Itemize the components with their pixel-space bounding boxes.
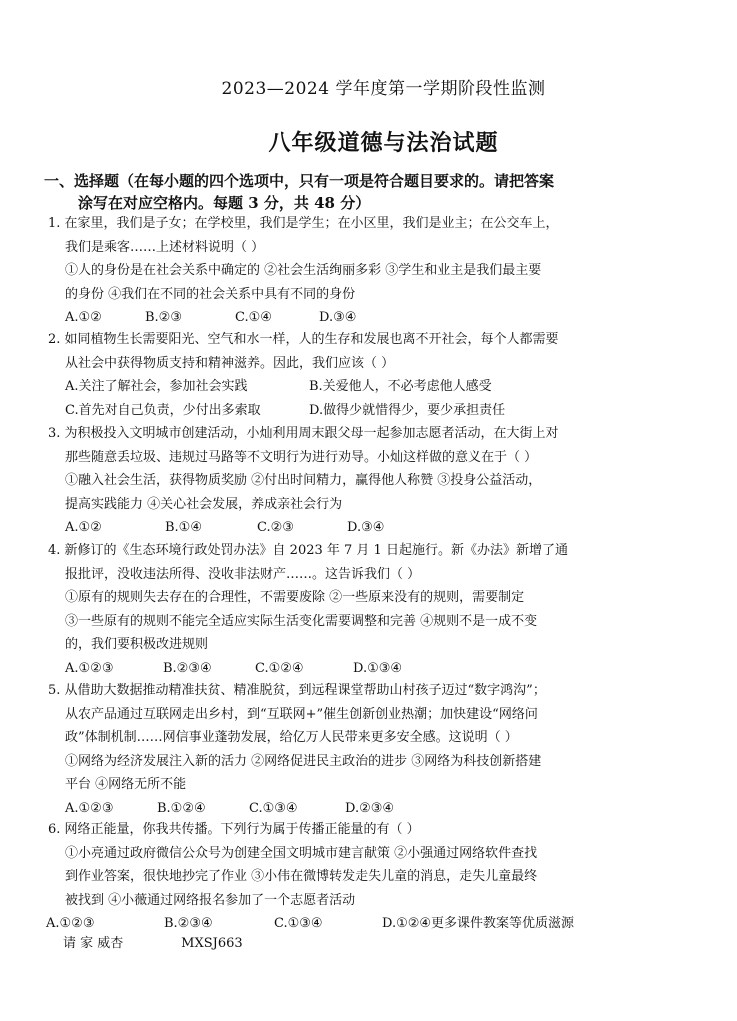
question-6-line-3: 到作业答案，很快地抄完了作业 ③小伟在微博转发走失儿童的消息，走失儿童最终 [65, 869, 538, 884]
question-1-line-2: 我们是乘客……上述材料说明（ ） [65, 239, 265, 255]
question-1-line-3: ①人的身份是在社会关系中确定的 ②社会生活绚丽多彩 ③学生和业主是我们最主要 [65, 263, 542, 278]
question-2-options-row-2 [48, 399, 608, 423]
option-b: B.①②④ [157, 800, 206, 816]
question-4-line-1: 4. 新修订的《生态环境行政处罚办法》自 2023 年 7 月 1 日起施行。新《办法》新增了通 [48, 543, 568, 558]
option-a: A.①②③ [65, 660, 114, 676]
question-3-line-3: ①融入社会生活，获得物质奖励 ②付出时间精力，赢得他人称赞 ③投身公益活动， [65, 473, 542, 488]
question-5-line-1: 5. 从借助大数据推动精准扶贫、精准脱贫，到远程课堂帮助山村孩子迈过“数字鸿沟”； [48, 683, 546, 698]
question-2 [48, 328, 608, 422]
question-5-line-4: ①网络为经济发展注入新的活力 ②网络促进民主政治的进步 ③网络为科技创新搭建 [65, 753, 542, 769]
question-4 [48, 539, 608, 680]
question-5-options [48, 797, 608, 821]
question-3-options [48, 516, 608, 540]
option-c: C.①③④ [274, 916, 323, 931]
question-1-options [48, 306, 608, 330]
question-6-line-2: ①小亮通过政府微信公众号为创建全国文明城市建言献策 ②小强通过网络软件查找 [65, 845, 538, 861]
option-b: B.②③ [145, 310, 182, 325]
option-a: A.①② [65, 310, 102, 325]
question-6-line-1: 6. 网络正能量，你我共传播。下列行为属于传播正能量的有（ ） [48, 822, 420, 837]
option-d: D.①②④更多课件教案等优质滋源 [382, 916, 575, 931]
option-b: B.①④ [165, 520, 202, 535]
option-c: C.首先对自己负责，少付出多索取 [65, 402, 261, 418]
option-c: C.①②④ [255, 660, 304, 676]
question-5 [48, 679, 608, 820]
question-1 [48, 212, 608, 330]
option-c: C.①④ [235, 310, 272, 325]
exam-title: 2023—2024 学年度第一学期阶段性监测 [221, 79, 546, 99]
option-a: A.①② [65, 520, 102, 535]
question-6-line-4: 被找到 ④小薇通过网络报名参加了一个志愿者活动 [65, 892, 356, 908]
option-d: D.③④ [347, 520, 385, 535]
question-5-line-3: 政”体制机制……网信事业蓬勃发展，给亿万人民带来更多安全感。这说明（ ） [65, 730, 518, 745]
option-b: B.②③④ [163, 660, 212, 676]
question-4-line-3: ①原有的规则失去存在的合理性，不需要废除 ②一些原来没有的规则，需要制定 [65, 590, 525, 605]
question-2-options-row-1 [48, 375, 608, 399]
option-d: D.做得少就惜得少，要少承担责任 [309, 402, 506, 418]
option-a: A.①②③ [65, 800, 114, 816]
question-3-line-1: 3. 为积极投入文明城市创建活动，小灿利用周末跟父母一起参加志愿者活动，在大街上对 [48, 426, 559, 441]
section-heading-line1: 一、选择题（在每小题的四个选项中，只有一项是符合题目要求的。请把答案 [44, 172, 555, 190]
question-3-line-2: 那些随意丢垃圾、违规过马路等不文明行为进行劝导。小灿这样做的意义在于（ ） [65, 449, 538, 465]
option-a: A.①②③ [46, 916, 95, 931]
question-4-line-5: 的，我们要积极改进规则 [65, 637, 209, 652]
question-6 [48, 818, 608, 936]
question-5-line-5: 平台 ④网络无所不能 [65, 777, 187, 792]
footer-left-text: 请 家 威杏 [63, 936, 124, 951]
question-1-line-4: 的身份 ④我们在不同的社会关系中具有不同的身份 [65, 286, 356, 302]
section-heading [44, 170, 604, 214]
option-d: D.②③④ [345, 800, 395, 816]
option-b: B.②③④ [164, 916, 213, 931]
option-d: D.①③④ [353, 660, 403, 676]
question-2-line-1: 2. 如同植物生长需要阳光、空气和水一样，人的生存和发展也离不开社会，每个人都需要 [48, 332, 559, 347]
question-2-line-2: 从社会中获得物质支持和精神滋养。因此，我们应该（ ） [65, 355, 395, 371]
section-heading-line2: 涂写在对应空格内。每题 3 分，共 48 分） [78, 194, 371, 212]
option-c: C.①③④ [249, 800, 298, 816]
question-5-line-2: 从农产品通过互联网走出乡村，到“互联网+”催生创新创业热潮；加快建设“网络问 [65, 706, 538, 722]
footer-note [63, 932, 243, 951]
footer-code: MXSJ663 [181, 936, 243, 951]
option-a: A.关注了解社会，参加社会实践 [65, 379, 248, 394]
option-d: D.③④ [319, 310, 357, 325]
option-c: C.②③ [257, 520, 294, 535]
question-3-line-4: 提高实践能力 ④关心社会发展，养成亲社会行为 [65, 496, 343, 512]
question-4-line-4: ③一些原有的规则不能完全适应实际生活变化需要调整和完善 ④规则不是一成不变 [65, 613, 538, 629]
question-4-options [48, 657, 608, 681]
option-b: B.关爱他人，不必考虑他人感受 [309, 379, 492, 394]
question-4-line-2: 报批评，没收违法所得、没收非法财产……。这告诉我们（ ） [65, 566, 421, 582]
exam-subject-title: 八年级道德与法治试题 [268, 130, 499, 156]
question-3 [48, 422, 608, 540]
question-1-line-1: 1. 在家里，我们是子女；在学校里，我们是学生；在小区里，我们是业主；在公交车上， [48, 216, 559, 231]
